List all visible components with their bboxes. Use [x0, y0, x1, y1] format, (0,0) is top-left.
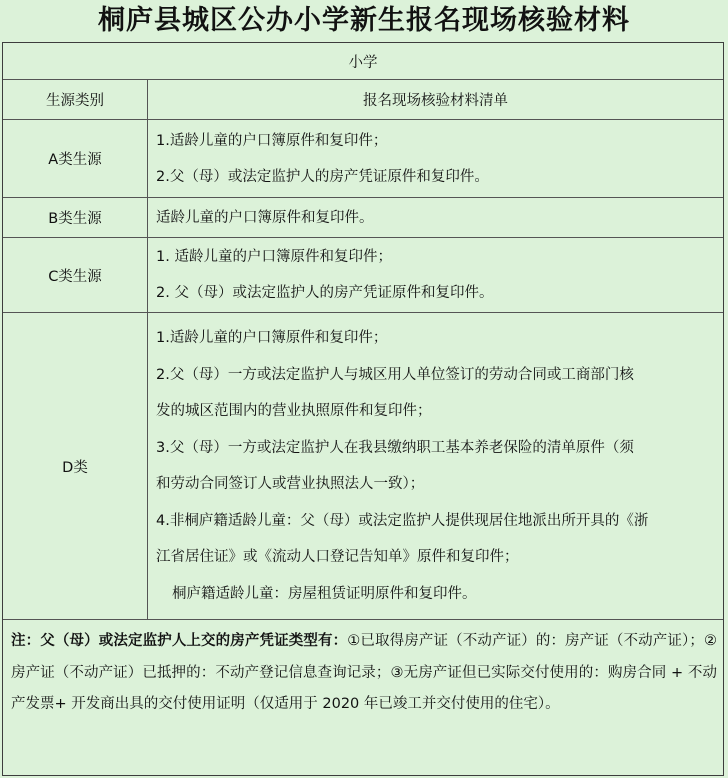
list-item: 2.父（母）一方或法定监护人与城区用人单位签订的劳动合同或工商部门核: [156, 366, 634, 383]
list-item: 发的城区范围内的营业执照原件和复印件；: [156, 403, 432, 419]
list-item: 和劳动合同签订人或营业执照法人一致）；: [156, 476, 425, 492]
materials-table: [2, 42, 724, 776]
category-d: D类: [3, 313, 148, 620]
materials-d: [148, 313, 723, 620]
list-item: 1. 适龄儿童的户口簿原件和复印件；: [156, 249, 392, 265]
materials-a: [148, 120, 723, 198]
list-item: 1.适龄儿童的户口簿原件和复印件；: [156, 132, 388, 149]
category-c: C类生源: [3, 238, 148, 313]
page-title: 桐庐县城区公办小学新生报名现场核验材料: [98, 5, 630, 36]
list-item: 2. 父（母）或法定监护人的房产凭证原件和复印件。: [156, 285, 494, 301]
note-text: ①已取得房产证（不动产证）的：房产证（不动产证）；②房产证（不动产证）已抵押的：不动产登记信息查询记录；③无房产证但已实际交付使用的：购房合同 + 不动产发票+ 开发商出具的交付使用证明（仅适用于 2020 年已竣工并交付使用的住宅）。: [11, 633, 718, 712]
list-item: 1.适龄儿童的户口簿原件和复印件；: [156, 330, 388, 346]
note: [3, 620, 723, 775]
category-b: B类生源: [3, 198, 148, 238]
materials-c: [148, 238, 723, 313]
list-item: 4.非桐庐籍适龄儿童：父（母）或法定监护人提供现居住地派出所开具的《浙: [156, 512, 649, 529]
note-heading: 注：父（母）或法定监护人上交的房产凭证类型有：: [11, 633, 348, 649]
list-item: 江省居住证》或《流动人口登记告知单》原件和复印件；: [156, 549, 519, 565]
list-item: 2.父（母）或法定监护人的房产凭证原件和复印件。: [156, 168, 489, 185]
header-category: 生源类别: [3, 80, 148, 120]
section-label: 小学: [3, 43, 723, 80]
note-paragraph: [11, 626, 717, 721]
list-item: 桐庐籍适龄儿童：房屋租赁证明原件和复印件。: [172, 585, 477, 602]
list-item: 适龄儿童的户口簿原件和复印件。: [156, 209, 374, 226]
category-a: A类生源: [3, 120, 148, 198]
list-item: 3.父（母）一方或法定监护人在我县缴纳职工基本养老保险的清单原件（须: [156, 439, 634, 456]
materials-b: [148, 198, 723, 238]
header-materials: 报名现场核验材料清单: [148, 80, 723, 120]
